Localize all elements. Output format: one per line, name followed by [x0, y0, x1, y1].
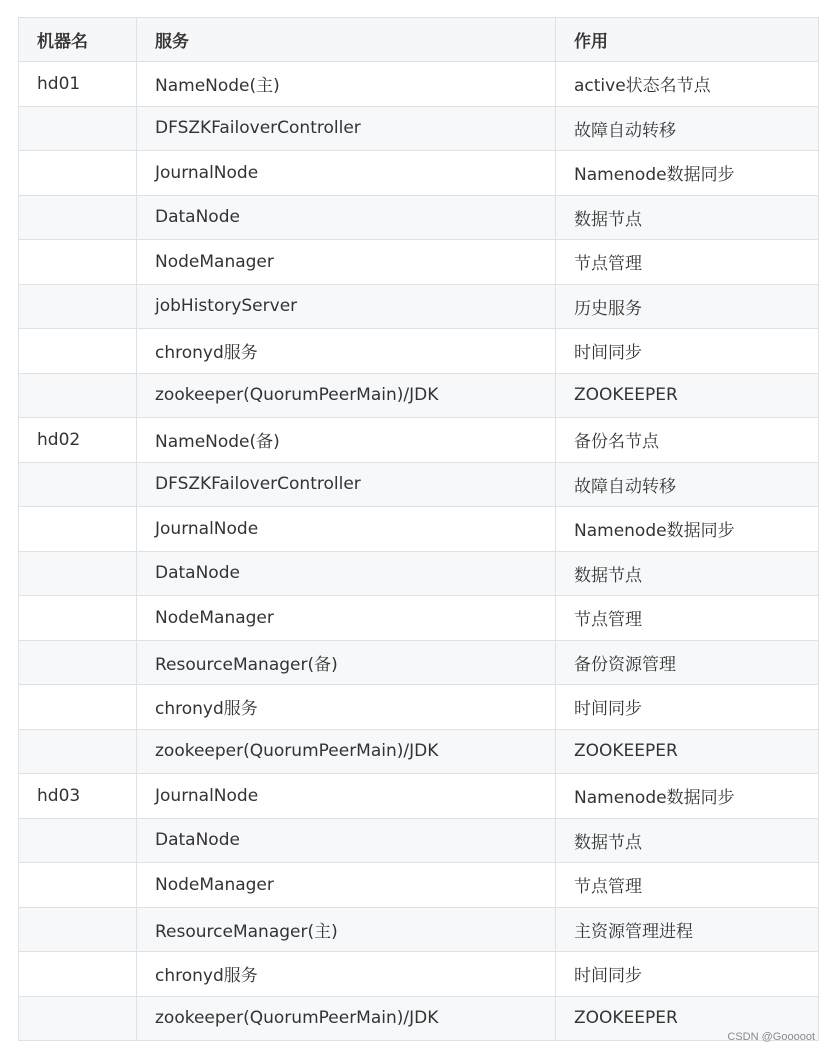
cell-hostname: [19, 195, 137, 240]
cell-role: 备份资源管理: [556, 640, 819, 685]
cell-hostname: [19, 996, 137, 1041]
cell-role: 故障自动转移: [556, 462, 819, 507]
cell-service: NameNode(主): [137, 62, 556, 107]
table-header: [19, 18, 819, 62]
cell-service: NodeManager: [137, 863, 556, 908]
header-role: 作用: [556, 18, 819, 62]
cell-role: ZOOKEEPER: [556, 729, 819, 774]
cell-role: 数据节点: [556, 551, 819, 596]
table-row: [19, 952, 819, 997]
table-row: [19, 284, 819, 329]
cell-role: 节点管理: [556, 596, 819, 641]
table-row: [19, 195, 819, 240]
cell-role: 历史服务: [556, 284, 819, 329]
header-service: 服务: [137, 18, 556, 62]
cell-hostname: [19, 240, 137, 285]
cell-service: chronyd服务: [137, 952, 556, 997]
cell-service: DFSZKFailoverController: [137, 462, 556, 507]
cell-hostname: [19, 952, 137, 997]
table-row: [19, 996, 819, 1041]
cell-role: ZOOKEEPER: [556, 373, 819, 418]
cell-hostname: hd02: [19, 418, 137, 463]
cell-role: 故障自动转移: [556, 106, 819, 151]
cell-service: JournalNode: [137, 507, 556, 552]
table-row: [19, 373, 819, 418]
cell-hostname: [19, 640, 137, 685]
table-row: [19, 863, 819, 908]
table-row: [19, 462, 819, 507]
cell-hostname: [19, 106, 137, 151]
header-hostname: 机器名: [19, 18, 137, 62]
cell-hostname: [19, 151, 137, 196]
cell-service: NodeManager: [137, 596, 556, 641]
cell-role: 时间同步: [556, 329, 819, 374]
cell-service: jobHistoryServer: [137, 284, 556, 329]
table-row: [19, 640, 819, 685]
cell-service: DataNode: [137, 818, 556, 863]
cell-hostname: [19, 507, 137, 552]
table-row: [19, 62, 819, 107]
cell-role: 数据节点: [556, 818, 819, 863]
cell-service: DataNode: [137, 195, 556, 240]
table-row: [19, 551, 819, 596]
header-row: [19, 18, 819, 62]
cell-service: NodeManager: [137, 240, 556, 285]
cell-service: DFSZKFailoverController: [137, 106, 556, 151]
cell-service: JournalNode: [137, 151, 556, 196]
cell-role: 时间同步: [556, 952, 819, 997]
cell-service: JournalNode: [137, 774, 556, 819]
services-table: [18, 17, 819, 1041]
table-body: [19, 62, 819, 1041]
table-row: [19, 106, 819, 151]
table-row: [19, 418, 819, 463]
cell-service: zookeeper(QuorumPeerMain)/JDK: [137, 373, 556, 418]
table-row: [19, 596, 819, 641]
cell-hostname: [19, 284, 137, 329]
cell-role: active状态名节点: [556, 62, 819, 107]
cell-service: chronyd服务: [137, 329, 556, 374]
table-row: [19, 507, 819, 552]
cell-role: 时间同步: [556, 685, 819, 730]
cell-role: Namenode数据同步: [556, 774, 819, 819]
cell-hostname: [19, 729, 137, 774]
table-row: [19, 685, 819, 730]
cell-service: zookeeper(QuorumPeerMain)/JDK: [137, 729, 556, 774]
cell-role: Namenode数据同步: [556, 151, 819, 196]
cell-hostname: [19, 863, 137, 908]
cell-hostname: [19, 462, 137, 507]
table-row: [19, 329, 819, 374]
cell-role: 数据节点: [556, 195, 819, 240]
cell-role: ZOOKEEPER: [556, 996, 819, 1041]
cell-hostname: [19, 818, 137, 863]
table-row: [19, 907, 819, 952]
cell-service: NameNode(备): [137, 418, 556, 463]
watermark: CSDN @Gooooot: [727, 1031, 815, 1043]
cell-hostname: [19, 551, 137, 596]
table-row: [19, 774, 819, 819]
table-row: [19, 818, 819, 863]
cell-role: Namenode数据同步: [556, 507, 819, 552]
cell-service: chronyd服务: [137, 685, 556, 730]
cell-service: DataNode: [137, 551, 556, 596]
cell-hostname: [19, 907, 137, 952]
cell-hostname: hd01: [19, 62, 137, 107]
table-row: [19, 729, 819, 774]
cell-hostname: hd03: [19, 774, 137, 819]
cell-service: ResourceManager(主): [137, 907, 556, 952]
table-row: [19, 240, 819, 285]
cell-service: zookeeper(QuorumPeerMain)/JDK: [137, 996, 556, 1041]
cell-hostname: [19, 685, 137, 730]
cell-service: ResourceManager(备): [137, 640, 556, 685]
cell-role: 主资源管理进程: [556, 907, 819, 952]
cell-hostname: [19, 596, 137, 641]
table-row: [19, 151, 819, 196]
cell-role: 节点管理: [556, 240, 819, 285]
cell-role: 备份名节点: [556, 418, 819, 463]
cell-role: 节点管理: [556, 863, 819, 908]
cell-hostname: [19, 329, 137, 374]
cell-hostname: [19, 373, 137, 418]
